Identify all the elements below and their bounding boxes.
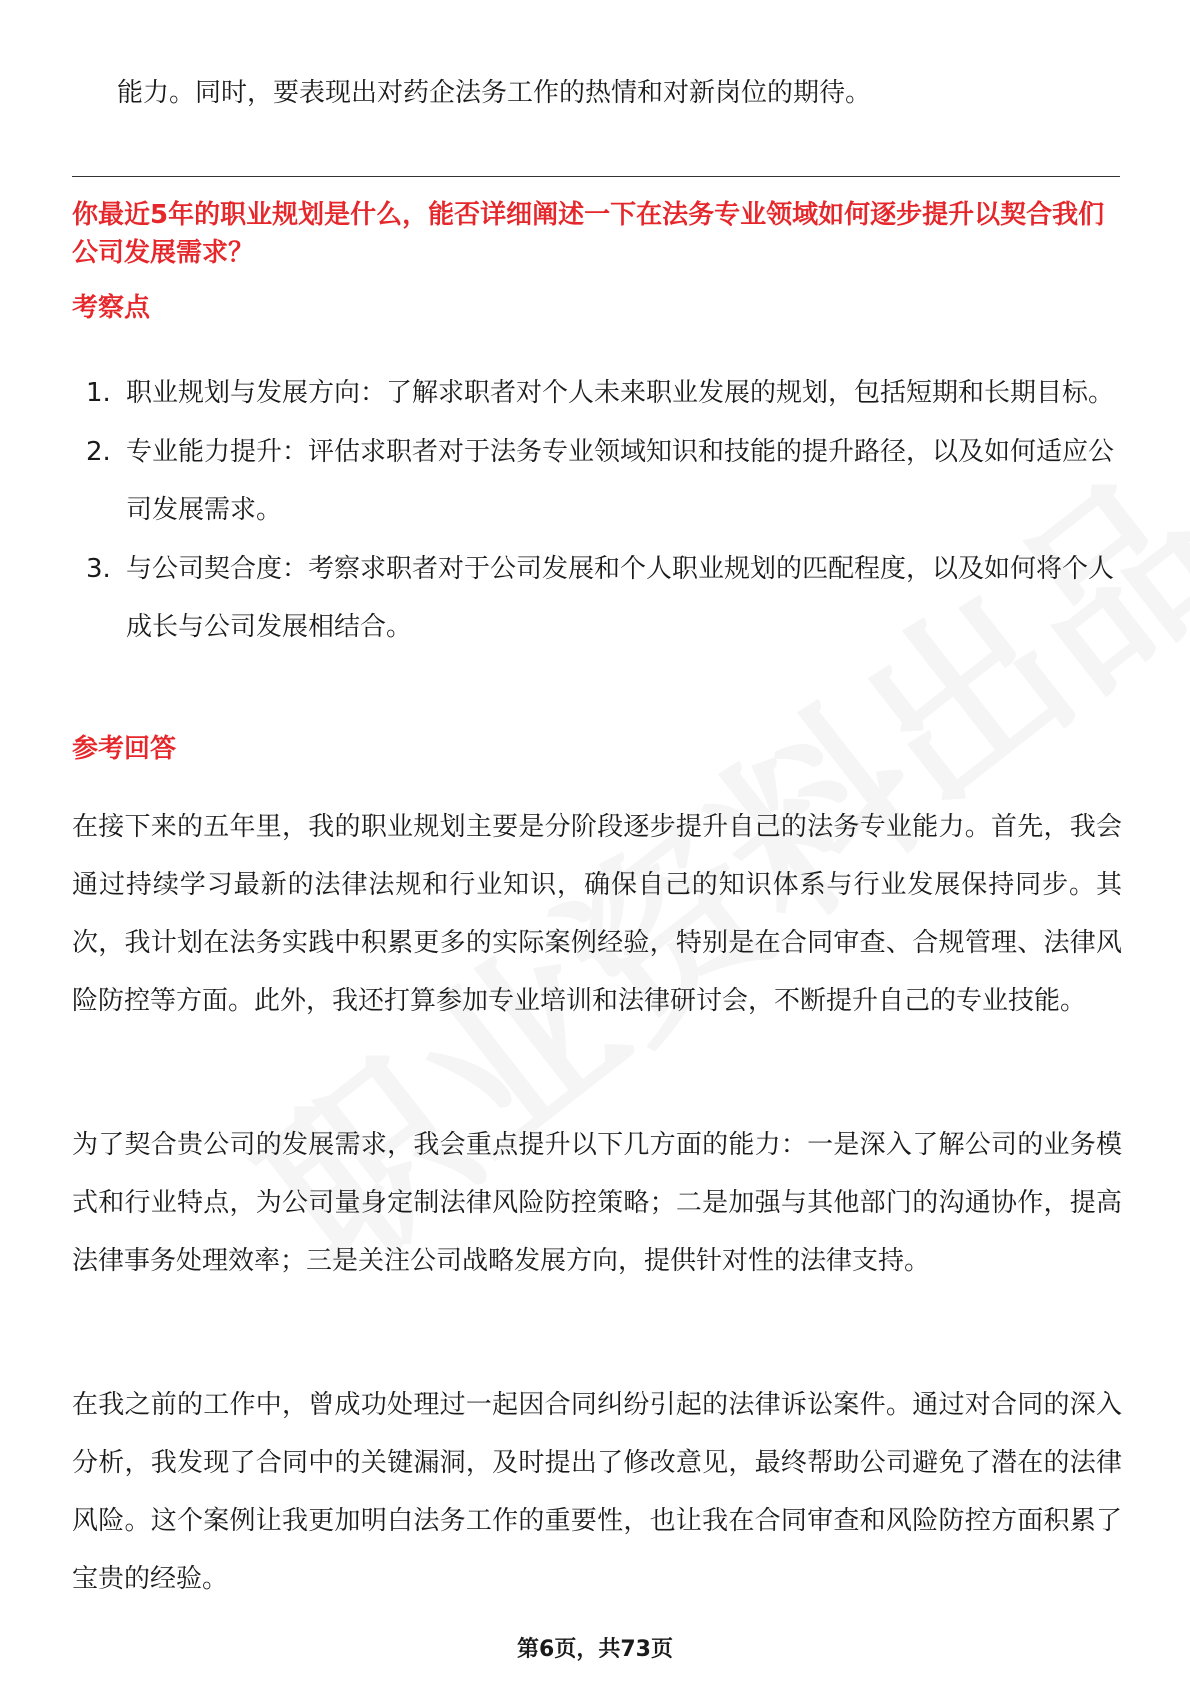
consider-heading: 考察点 <box>72 293 151 323</box>
list-item <box>72 423 1122 539</box>
answer-heading: 参考回答 <box>72 734 177 764</box>
page-number: 第6页，共73页 <box>517 1637 673 1662</box>
list-item-number: 3. <box>86 554 111 584</box>
list-item-text: 与公司契合度：考察求职者对于公司发展和个人职业规划的匹配程度，以及如何将个人成长与公司发展相结合。 <box>126 554 1115 642</box>
list-item-text: 专业能力提升：评估求职者对于法务专业领域知识和技能的提升路径，以及如何适应公司发展需求。 <box>126 437 1115 525</box>
list-item <box>72 540 1122 656</box>
list-item-number: 1. <box>86 378 111 408</box>
interview-question: 你最近5年的职业规划是什么，能否详细阐述一下在法务专业领域如何逐步提升以契合我们公司发展需求？ <box>72 200 1105 268</box>
continued-text: 能力。同时，要表现出对药企法务工作的热情和对新岗位的期待。 <box>117 78 872 108</box>
answer-paragraph: 为了契合贵公司的发展需求，我会重点提升以下几方面的能力：一是深入了解公司的业务模式和行业特点，为公司量身定制法律风险防控策略；二是加强与其他部门的沟通协作，提高法律事务处理效率；三是关注公司战略发展方向，提供针对性的法律支持。 <box>72 1130 1122 1276</box>
answer-paragraph: 在接下来的五年里，我的职业规划主要是分阶段逐步提升自己的法务专业能力。首先，我会通过持续学习最新的法律法规和行业知识，确保自己的知识体系与行业发展保持同步。其次，我计划在法务实践中积累更多的实际案例经验，特别是在合同审查、合规管理、法律风险防控等方面。此外，我还打算参加专业培训和法律研讨会，不断提升自己的专业技能。 <box>72 812 1122 1016</box>
list-item-number: 2. <box>86 437 111 467</box>
consider-points-list <box>72 364 1122 657</box>
section-divider <box>72 176 1120 177</box>
list-item <box>72 364 1122 422</box>
list-item-text: 职业规划与发展方向：了解求职者对个人未来职业发展的规划，包括短期和长期目标。 <box>126 378 1115 408</box>
answer-paragraph: 在我之前的工作中，曾成功处理过一起因合同纠纷引起的法律诉讼案件。通过对合同的深入分析，我发现了合同中的关键漏洞，及时提出了修改意见，最终帮助公司避免了潜在的法律风险。这个案例让我更加明白法务工作的重要性，也让我在合同审查和风险防控方面积累了宝贵的经验。 <box>72 1390 1122 1594</box>
